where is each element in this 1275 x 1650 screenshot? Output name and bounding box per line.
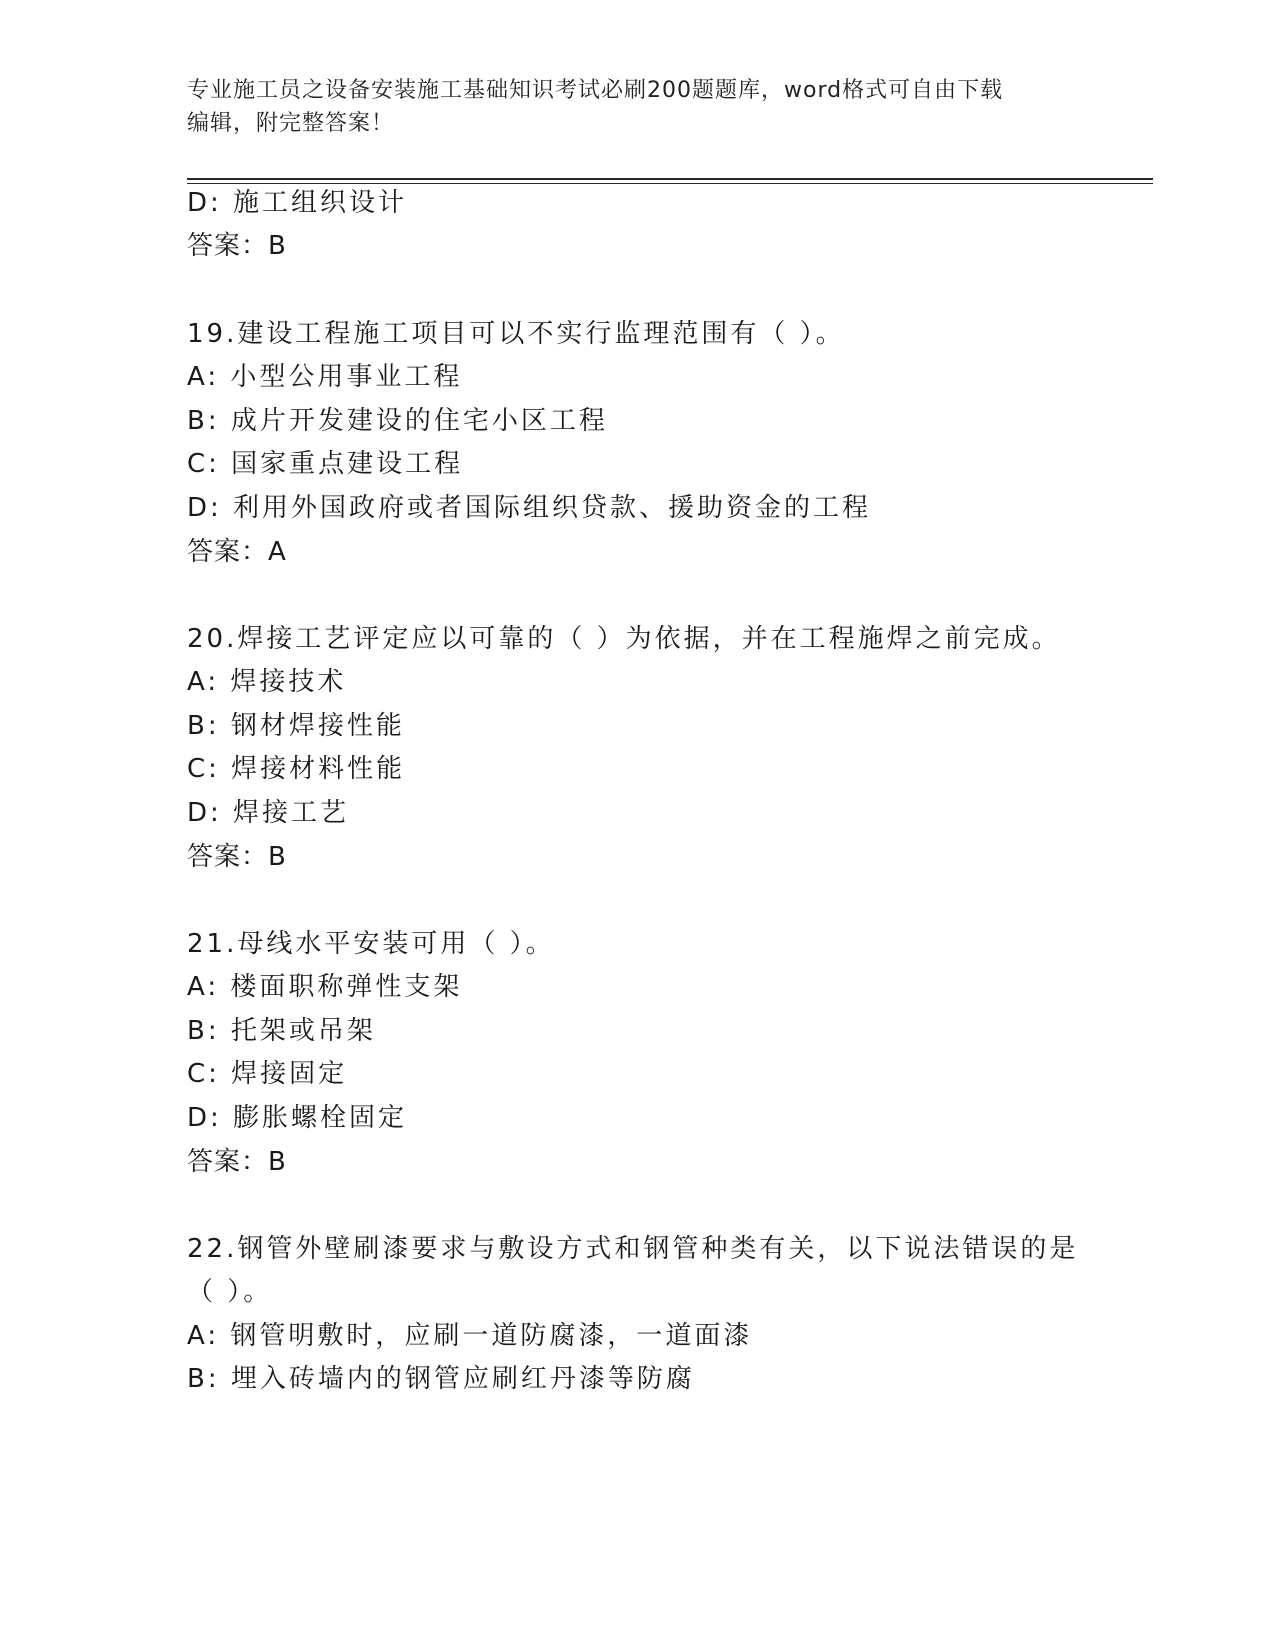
question-20-option-c: C: 焊接材料性能 — [187, 754, 406, 784]
question-21-option-a: A: 楼面职称弹性支架 — [187, 972, 463, 1002]
question-22-option-a: A: 钢管明敷时，应刷一道防腐漆，一道面漆 — [187, 1321, 753, 1351]
question-22-stem-continued: （ ）。 — [187, 1277, 273, 1307]
header-divider-bottom — [187, 183, 1153, 184]
question-22-option-b: B: 埋入砖墙内的钢管应刷红丹漆等防腐 — [187, 1364, 695, 1394]
question-20-answer: 答案：B — [187, 842, 287, 872]
header-divider-top — [187, 178, 1153, 180]
prev-option-d: D: 施工组织设计 — [187, 188, 408, 218]
question-21-option-c: C: 焊接固定 — [187, 1059, 348, 1089]
question-21-option-b: B: 托架或吊架 — [187, 1016, 376, 1046]
question-19-stem: 19.建设工程施工项目可以不实行监理范围有（ ）。 — [187, 319, 845, 349]
question-19-option-c: C: 国家重点建设工程 — [187, 449, 464, 479]
prev-answer: 答案：B — [187, 231, 287, 261]
question-21-stem: 21.母线水平安装可用（ ）。 — [187, 929, 555, 959]
question-19-option-b: B: 成片开发建设的住宅小区工程 — [187, 406, 608, 436]
header-line-1: 专业施工员之设备安装施工基础知识考试必刷200题题库，word格式可自由下载 — [187, 78, 1004, 103]
question-19-option-d: D: 利用外国政府或者国际组织贷款、援助资金的工程 — [187, 493, 872, 523]
question-21-answer: 答案：B — [187, 1147, 287, 1177]
question-20-stem: 20.焊接工艺评定应以可靠的（ ）为依据，并在工程施焊之前完成。 — [187, 624, 1061, 654]
question-20-option-d: D: 焊接工艺 — [187, 798, 350, 828]
question-19-option-a: A: 小型公用事业工程 — [187, 362, 463, 392]
question-21-option-d: D: 膨胀螺栓固定 — [187, 1103, 408, 1133]
question-20-option-b: B: 钢材焊接性能 — [187, 711, 405, 741]
header-line-2: 编辑，附完整答案！ — [187, 111, 395, 136]
question-20-option-a: A: 焊接技术 — [187, 667, 347, 697]
question-19-answer: 答案：A — [187, 537, 287, 567]
question-22-stem: 22.钢管外壁刷漆要求与敷设方式和钢管种类有关，以下说法错误的是 — [187, 1234, 1079, 1264]
document-header — [187, 74, 1067, 140]
